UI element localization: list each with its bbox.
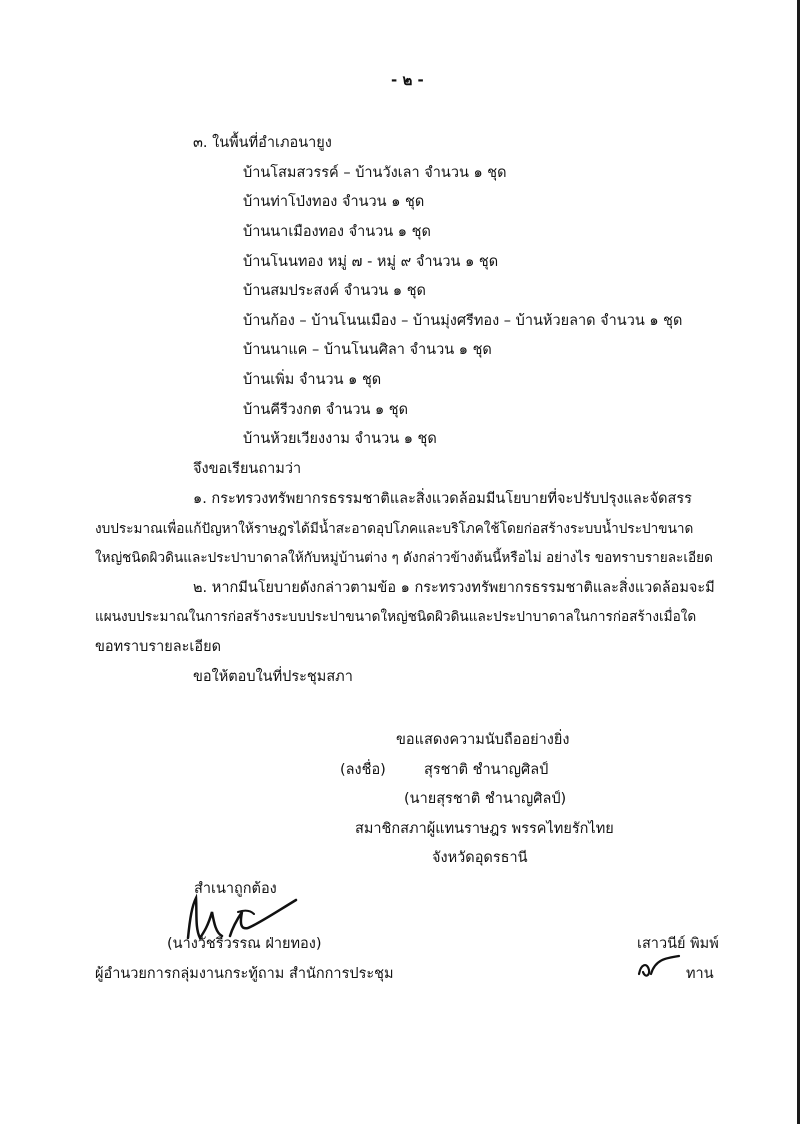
ask-intro: จึงขอเรียนถามว่า [193, 461, 302, 477]
checker-initials [635, 952, 685, 984]
village-item: บ้านโนนทอง หมู่ ๗ - หมู่ ๙ จำนวน ๑ ชุด [243, 254, 499, 270]
village-item: บ้านสมประสงค์ จำนวน ๑ ชุด [243, 283, 426, 299]
province: จังหวัดอุดรธานี [432, 850, 528, 866]
question1-line3: ใหญ่ชนิดผิวดินและประปาบาดาลให้กับหมู่บ้านต่าง ๆ ดังกล่าวข้างต้นนี้หรือไม่ อย่างไร ขอทราบรายละเอียด [95, 550, 713, 566]
village-item: บ้านห้วยเวียงงาม จำนวน ๑ ชุด [243, 431, 437, 447]
mp-position: สมาชิกสภาผู้แทนราษฎร พรรคไทยรักไทย [355, 821, 614, 837]
village-item: บ้านคีรีวงกต จำนวน ๑ ชุด [243, 402, 409, 418]
village-item: บ้านโสมสวรรค์ – บ้านวังเลา จำนวน ๑ ชุด [243, 165, 507, 181]
section3-heading: ๓. ในพื้นที่อำเภอนายูง [193, 135, 332, 151]
typist-name: เสาวนีย์ พิมพ์ [637, 936, 719, 952]
question2-line2: แผนงบประมาณในการก่อสร้างระบบประปาขนาดใหญ่ชนิดผิวดินและประปาบาดาลในการก่อสร้างเมื่อใด [95, 609, 697, 625]
question1-line1: ๑. กระทรวงทรัพยากรธรรมชาติและสิ่งแวดล้อมมีนโยบายที่จะปรับปรุงและจัดสรร [193, 491, 692, 507]
checker-label: ทาน [686, 966, 714, 982]
question2-line1: ๒. หากมีนโยบายดังกล่าวตามข้อ ๑ กระทรวงทรัพยากรธรรมชาติและสิ่งแวดล้อมจะมี [193, 580, 715, 596]
certifier-position: ผู้อำนวยการกลุ่มงานกระทู้ถาม สำนักการประชุม [95, 966, 394, 982]
signed-name: สุรชาติ ชำนาญศิลป์ [424, 762, 549, 778]
certified-label: สำเนาถูกต้อง [194, 881, 277, 897]
full-name: (นายสุรชาติ ชำนาญศิลป์) [404, 791, 567, 807]
certifier-name: (นางวัชรีวรรณ ฝ่ายทอง) [167, 936, 322, 952]
village-item: บ้านเพิ่ม จำนวน ๑ ชุด [243, 372, 382, 388]
page-number: - ๒ - [391, 71, 424, 89]
village-item: บ้านท่าโป่งทอง จำนวน ๑ ชุด [243, 194, 425, 210]
question1-line2: งบประมาณเพื่อแก้ปัญหาให้ราษฎรได้มีน้ำสะอาดอุปโภคและบริโภคใช้โดยก่อสร้างระบบน้ำประปาขนาด [95, 521, 694, 537]
village-item: บ้านนาเมืองทอง จำนวน ๑ ชุด [243, 224, 431, 240]
closing-respect: ขอแสดงความนับถืออย่างยิ่ง [396, 732, 570, 748]
request-answer: ขอให้ตอบในที่ประชุมสภา [193, 669, 353, 685]
signed-label: (ลงชื่อ) [340, 762, 386, 778]
question2-line3: ขอทราบรายละเอียด [95, 639, 221, 655]
village-item: บ้านก้อง – บ้านโนนเมือง – บ้านมุ่งศรีทอง – บ้านห้วยลาด จำนวน ๑ ชุด [243, 313, 683, 329]
village-item: บ้านนาแค – บ้านโนนศิลา จำนวน ๑ ชุด [243, 342, 492, 358]
